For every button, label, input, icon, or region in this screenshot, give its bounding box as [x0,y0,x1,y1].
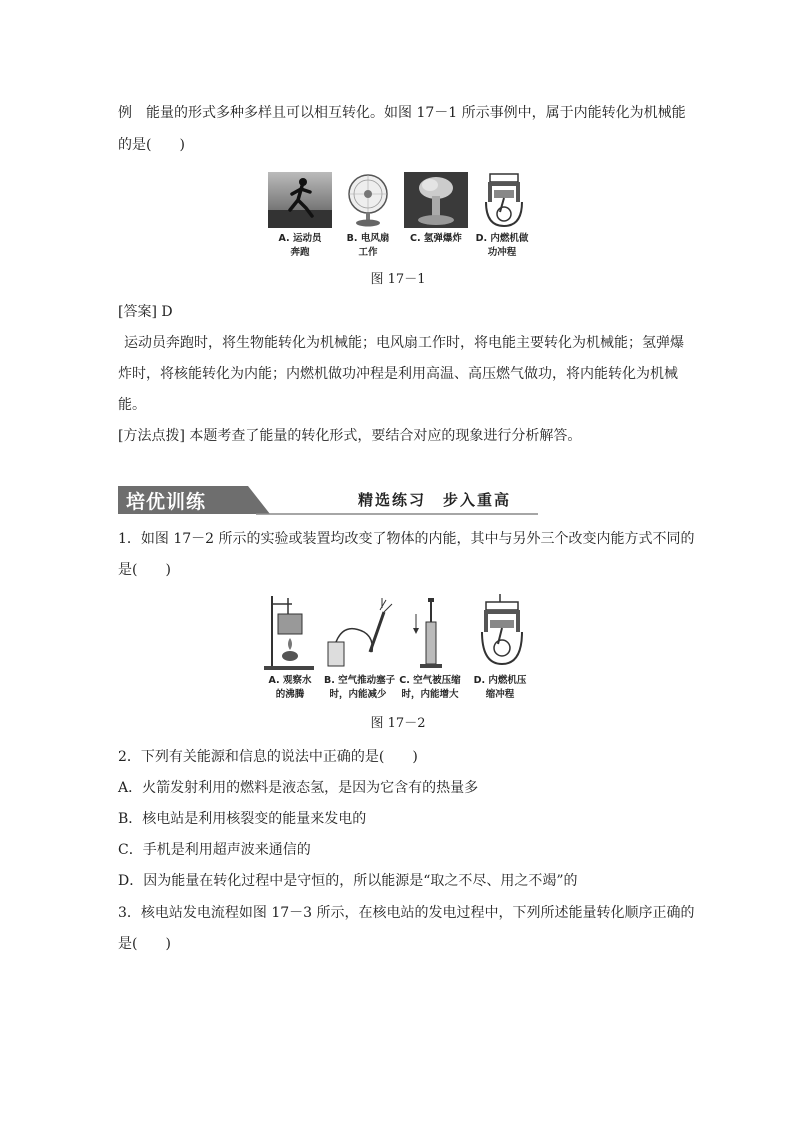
answer: [答案] D [118,304,173,320]
example-question-line1: 例 能量的形式多种多样且可以相互转化。如图 17－1 所示事例中，属于内能转化为机械能 [118,105,686,121]
runner-image [268,172,332,228]
piston-apparatus-image [402,592,462,672]
q2-option-b: B．核电站是利用核裂变的能量来发电的 [118,811,367,827]
fig2-label-d-line1: D. 内燃机压 [473,675,527,686]
fig2-label-c-line1: C. 空气被压缩 [399,675,461,686]
banner-subtitle: 精选练习 步入重高 [358,491,512,509]
banner-title: 培优训练 [126,491,207,513]
fig1-label-a-line1: A. 运动员 [278,233,322,244]
q2-option-d: D．因为能量在转化过程中是守恒的，所以能源是“取之不尽、用之不竭”的 [118,873,578,889]
q3-line2: 是( ) [118,936,171,952]
figure-17-2-caption: 图 17－2 [370,716,426,731]
q2-option-a: A．火箭发射利用的燃料是液态氢，是因为它含有的热量多 [118,780,479,796]
explanation-line3: 能。 [118,397,146,413]
example-question-line2: 的是( ) [118,137,185,153]
stopper-apparatus-image [324,592,396,672]
fig1-label-c-line1: C. 氢弹爆炸 [410,233,462,244]
q1-line2: 是( ) [118,562,171,578]
fig2-label-c-line2: 时，内能增大 [401,689,459,700]
q3-line1: 3．核电站发电流程如图 17－3 所示，在核电站的发电过程中，下列所述能量转化顺序正确的 [118,905,695,921]
fan-image [336,172,400,228]
fig2-label-a-line2: 的沸腾 [275,689,305,700]
figure-17-2 [262,592,538,704]
fig1-label-d-line2: 功冲程 [487,247,517,258]
explanation-line2: 炸时，将核能转化为内能；内燃机做功冲程是利用高温、高压燃气做功，将内能转化为机械 [118,366,678,382]
engine-compression-image [470,592,536,672]
figure-17-1 [268,172,528,264]
fig1-label-b-line1: B. 电风扇 [346,233,390,244]
fig1-label-a-line2: 奔跑 [290,247,310,258]
q2-stem: 2．下列有关能源和信息的说法中正确的是( ) [118,749,418,765]
fig2-label-a-line1: A. 观察水 [268,675,312,686]
q1-line1: 1．如图 17－2 所示的实验或装置均改变了物体的内能，其中与另外三个改变内能方式不同的 [118,531,695,547]
q2-option-c: C．手机是利用超声波来通信的 [118,842,311,858]
section-banner [118,484,538,516]
explosion-image [404,172,468,228]
engine-image [472,172,536,228]
method-tip: [方法点拨] 本题考查了能量的转化形式，要结合对应的现象进行分析解答。 [118,428,582,444]
fig2-label-b-line2: 时，内能减少 [329,689,387,700]
fig1-label-b-line2: 工作 [358,247,378,258]
figure-17-1-caption: 图 17－1 [370,272,426,287]
explanation-line1: 运动员奔跑时，将生物能转化为机械能；电风扇工作时，将电能主要转化为机械能；氢弹爆 [124,335,684,351]
fig2-label-d-line2: 缩冲程 [485,689,515,700]
fig2-label-b-line1: B. 空气推动塞子 [324,675,396,686]
fig1-label-d-line1: D. 内燃机做 [475,233,529,244]
boiling-apparatus-image [262,592,322,672]
